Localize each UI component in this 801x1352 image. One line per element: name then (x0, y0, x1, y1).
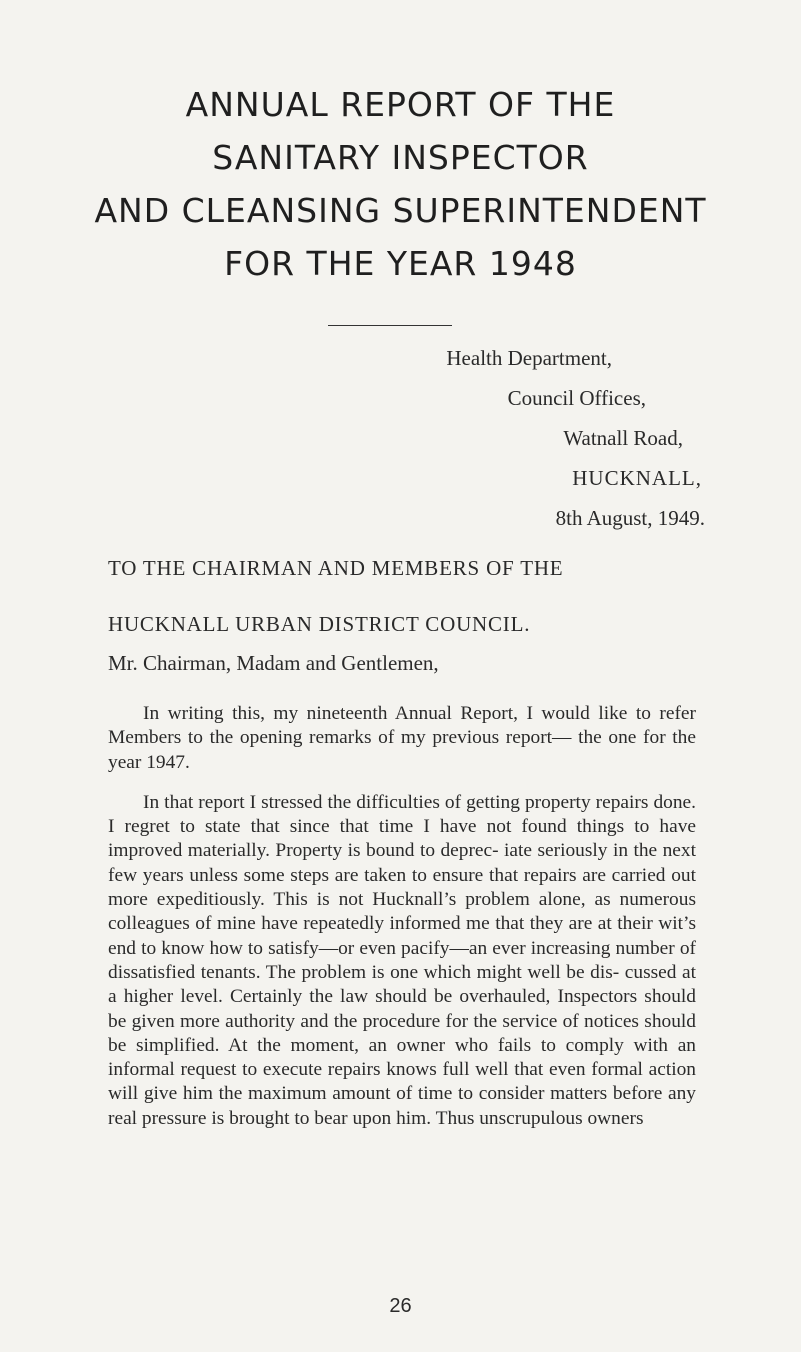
recipient-line-2: HUCKNALL URBAN DISTRICT COUNCIL. (108, 612, 531, 636)
paragraph: In writing this, my nineteenth Annual Report, I would like to refer Members to the opening remarks of my previous report— the one for the year 1947. (108, 703, 696, 773)
letter-date: 8th August, 1949. (555, 506, 705, 530)
address-line-department: Health Department, (446, 346, 612, 370)
title-divider (328, 325, 452, 326)
address-line-town: HUCKNALL, (572, 466, 702, 490)
recipient-block (108, 540, 563, 652)
address-line-offices: Council Offices, (507, 386, 646, 410)
page-number: 26 (389, 1295, 412, 1317)
title-line-3: AND CLEANSING SUPERINTENDENT (94, 191, 707, 230)
report-title (0, 78, 801, 290)
report-body (108, 702, 696, 1147)
sender-address (446, 338, 705, 538)
paragraph: In that report I stressed the difficulties of getting property repairs done. I regret to state that since that time I have not found things to have improved materially. Property is bound to deprec- iate seriously in the next few years unless some steps are taken to ensure that repairs are carried out more expeditiously. This is not Hucknall’s problem alone, as numerous colleagues of mine have repeatedly informed me that they are at their wit’s end to know how to satisfy—or even pacify—an ever increasing number of dissatisfied tenants. The problem is one which might well be dis- cussed at a higher level. Certainly the law should be overhauled, Inspectors should be given more authority and the procedure for the service of notices should be simplified. At the moment, an owner who fails to comply with an informal request to execute repairs knows full well that even formal action will give him the maximum amount of time to consider matters before any real pressure is brought to bear upon him. Thus unscrupulous owners (108, 791, 696, 1129)
title-line-2: SANITARY INSPECTOR (212, 138, 589, 177)
title-line-4: FOR THE YEAR 1948 (224, 244, 577, 283)
title-line-1: ANNUAL REPORT OF THE (185, 85, 616, 124)
recipient-line-1: TO THE CHAIRMAN AND MEMBERS OF THE (108, 556, 564, 580)
address-line-road: Watnall Road, (563, 426, 683, 450)
greeting: Mr. Chairman, Madam and Gentlemen, (108, 651, 439, 675)
